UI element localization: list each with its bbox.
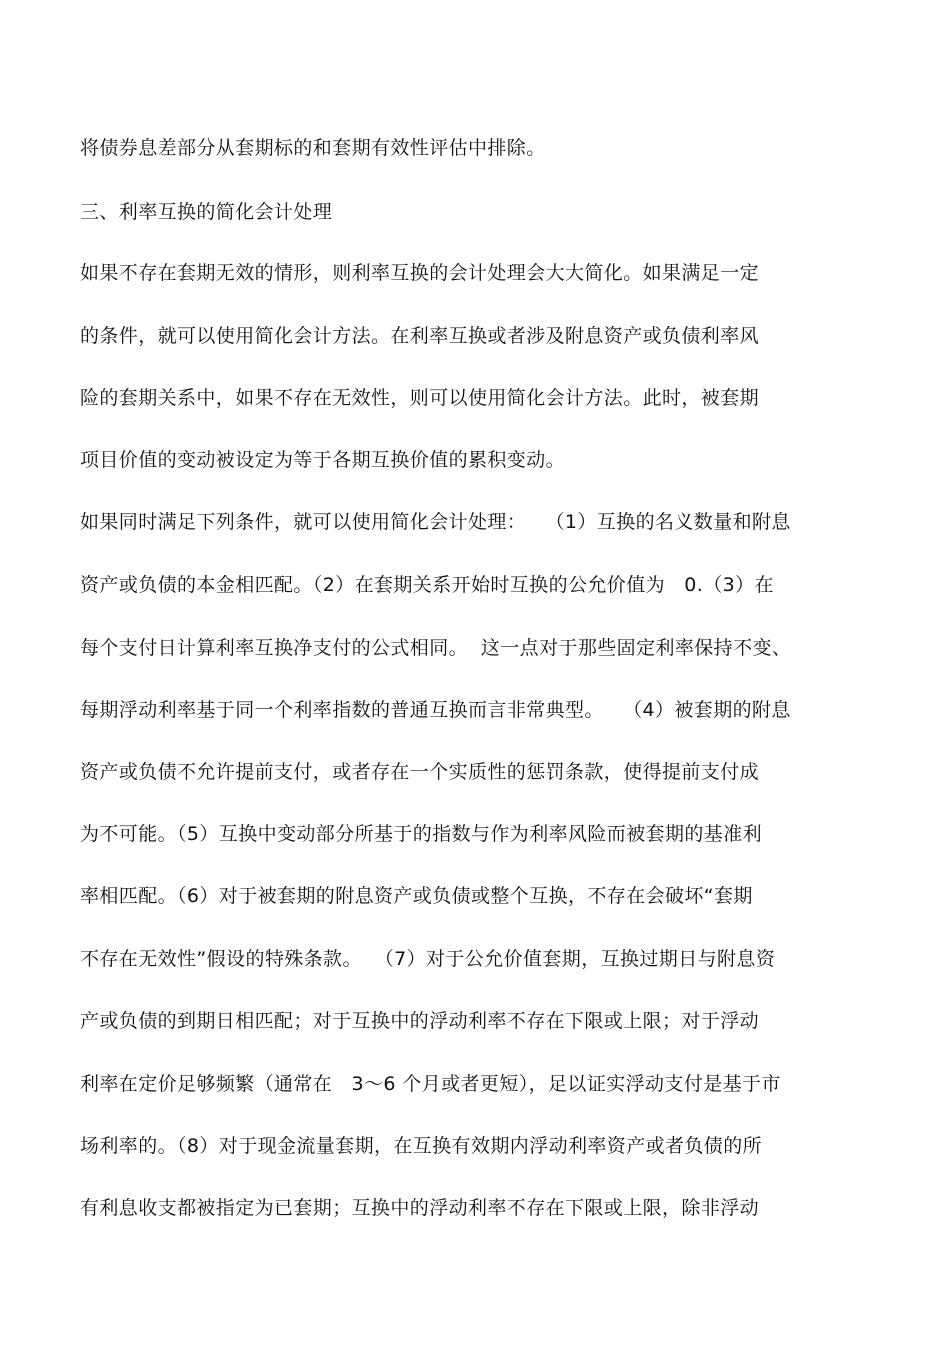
text-line: 资产或负债不允许提前支付，或者存在一个实质性的惩罚条款，使得提前支付成 bbox=[80, 761, 760, 783]
text-line: 利率在定价足够频繁（通常在 3～6 个月或者更短），足以证实浮动支付是基于市 bbox=[80, 1073, 781, 1095]
text-line: 场利率的。（8）对于现金流量套期，在互换有效期内浮动利率资产或者负债的所 bbox=[80, 1135, 762, 1157]
text-line: 如果同时满足下列条件，就可以使用简化会计处理： （1）互换的名义数量和附息 bbox=[80, 511, 791, 533]
text-line: 每期浮动利率基于同一个利率指数的普通互换而言非常典型。 （4）被套期的附息 bbox=[80, 699, 791, 721]
section-heading: 三、利率互换的简化会计处理 bbox=[80, 201, 333, 223]
text-line: 率相匹配。（6）对于被套期的附息资产或负债或整个互换，不存在会破坏“套期 bbox=[80, 885, 753, 907]
text-line: 资产或负债的本金相匹配。（2）在套期关系开始时互换的公允价值为 0.（3）在 bbox=[80, 574, 774, 596]
text-line: 如果不存在套期无效的情形，则利率互换的会计处理会大大简化。如果满足一定 bbox=[80, 262, 760, 284]
text-line: 产或负债的到期日相匹配；对于互换中的浮动利率不存在下限或上限；对于浮动 bbox=[80, 1010, 760, 1032]
text-line: 为不可能。（5）互换中变动部分所基于的指数与作为利率风险而被套期的基准利 bbox=[80, 823, 762, 845]
text-line: 不存在无效性”假设的特殊条款。 （7）对于公允价值套期，互换过期日与附息资 bbox=[80, 948, 776, 970]
text-line: 将债券息差部分从套期标的和套期有效性评估中排除。 bbox=[80, 137, 546, 159]
text-line: 险的套期关系中，如果不存在无效性，则可以使用简化会计方法。此时，被套期 bbox=[80, 387, 760, 409]
text-line: 的条件，就可以使用简化会计方法。在利率互换或者涉及附息资产或负债利率风 bbox=[80, 325, 760, 347]
text-line: 项目价值的变动被设定为等于各期互换价值的累积变动。 bbox=[80, 449, 566, 471]
text-line: 有利息收支都被指定为已套期；互换中的浮动利率不存在下限或上限，除非浮动 bbox=[80, 1197, 760, 1219]
text-line: 每个支付日计算利率互换净支付的公式相同。 这一点对于那些固定利率保持不变、 bbox=[80, 637, 792, 659]
